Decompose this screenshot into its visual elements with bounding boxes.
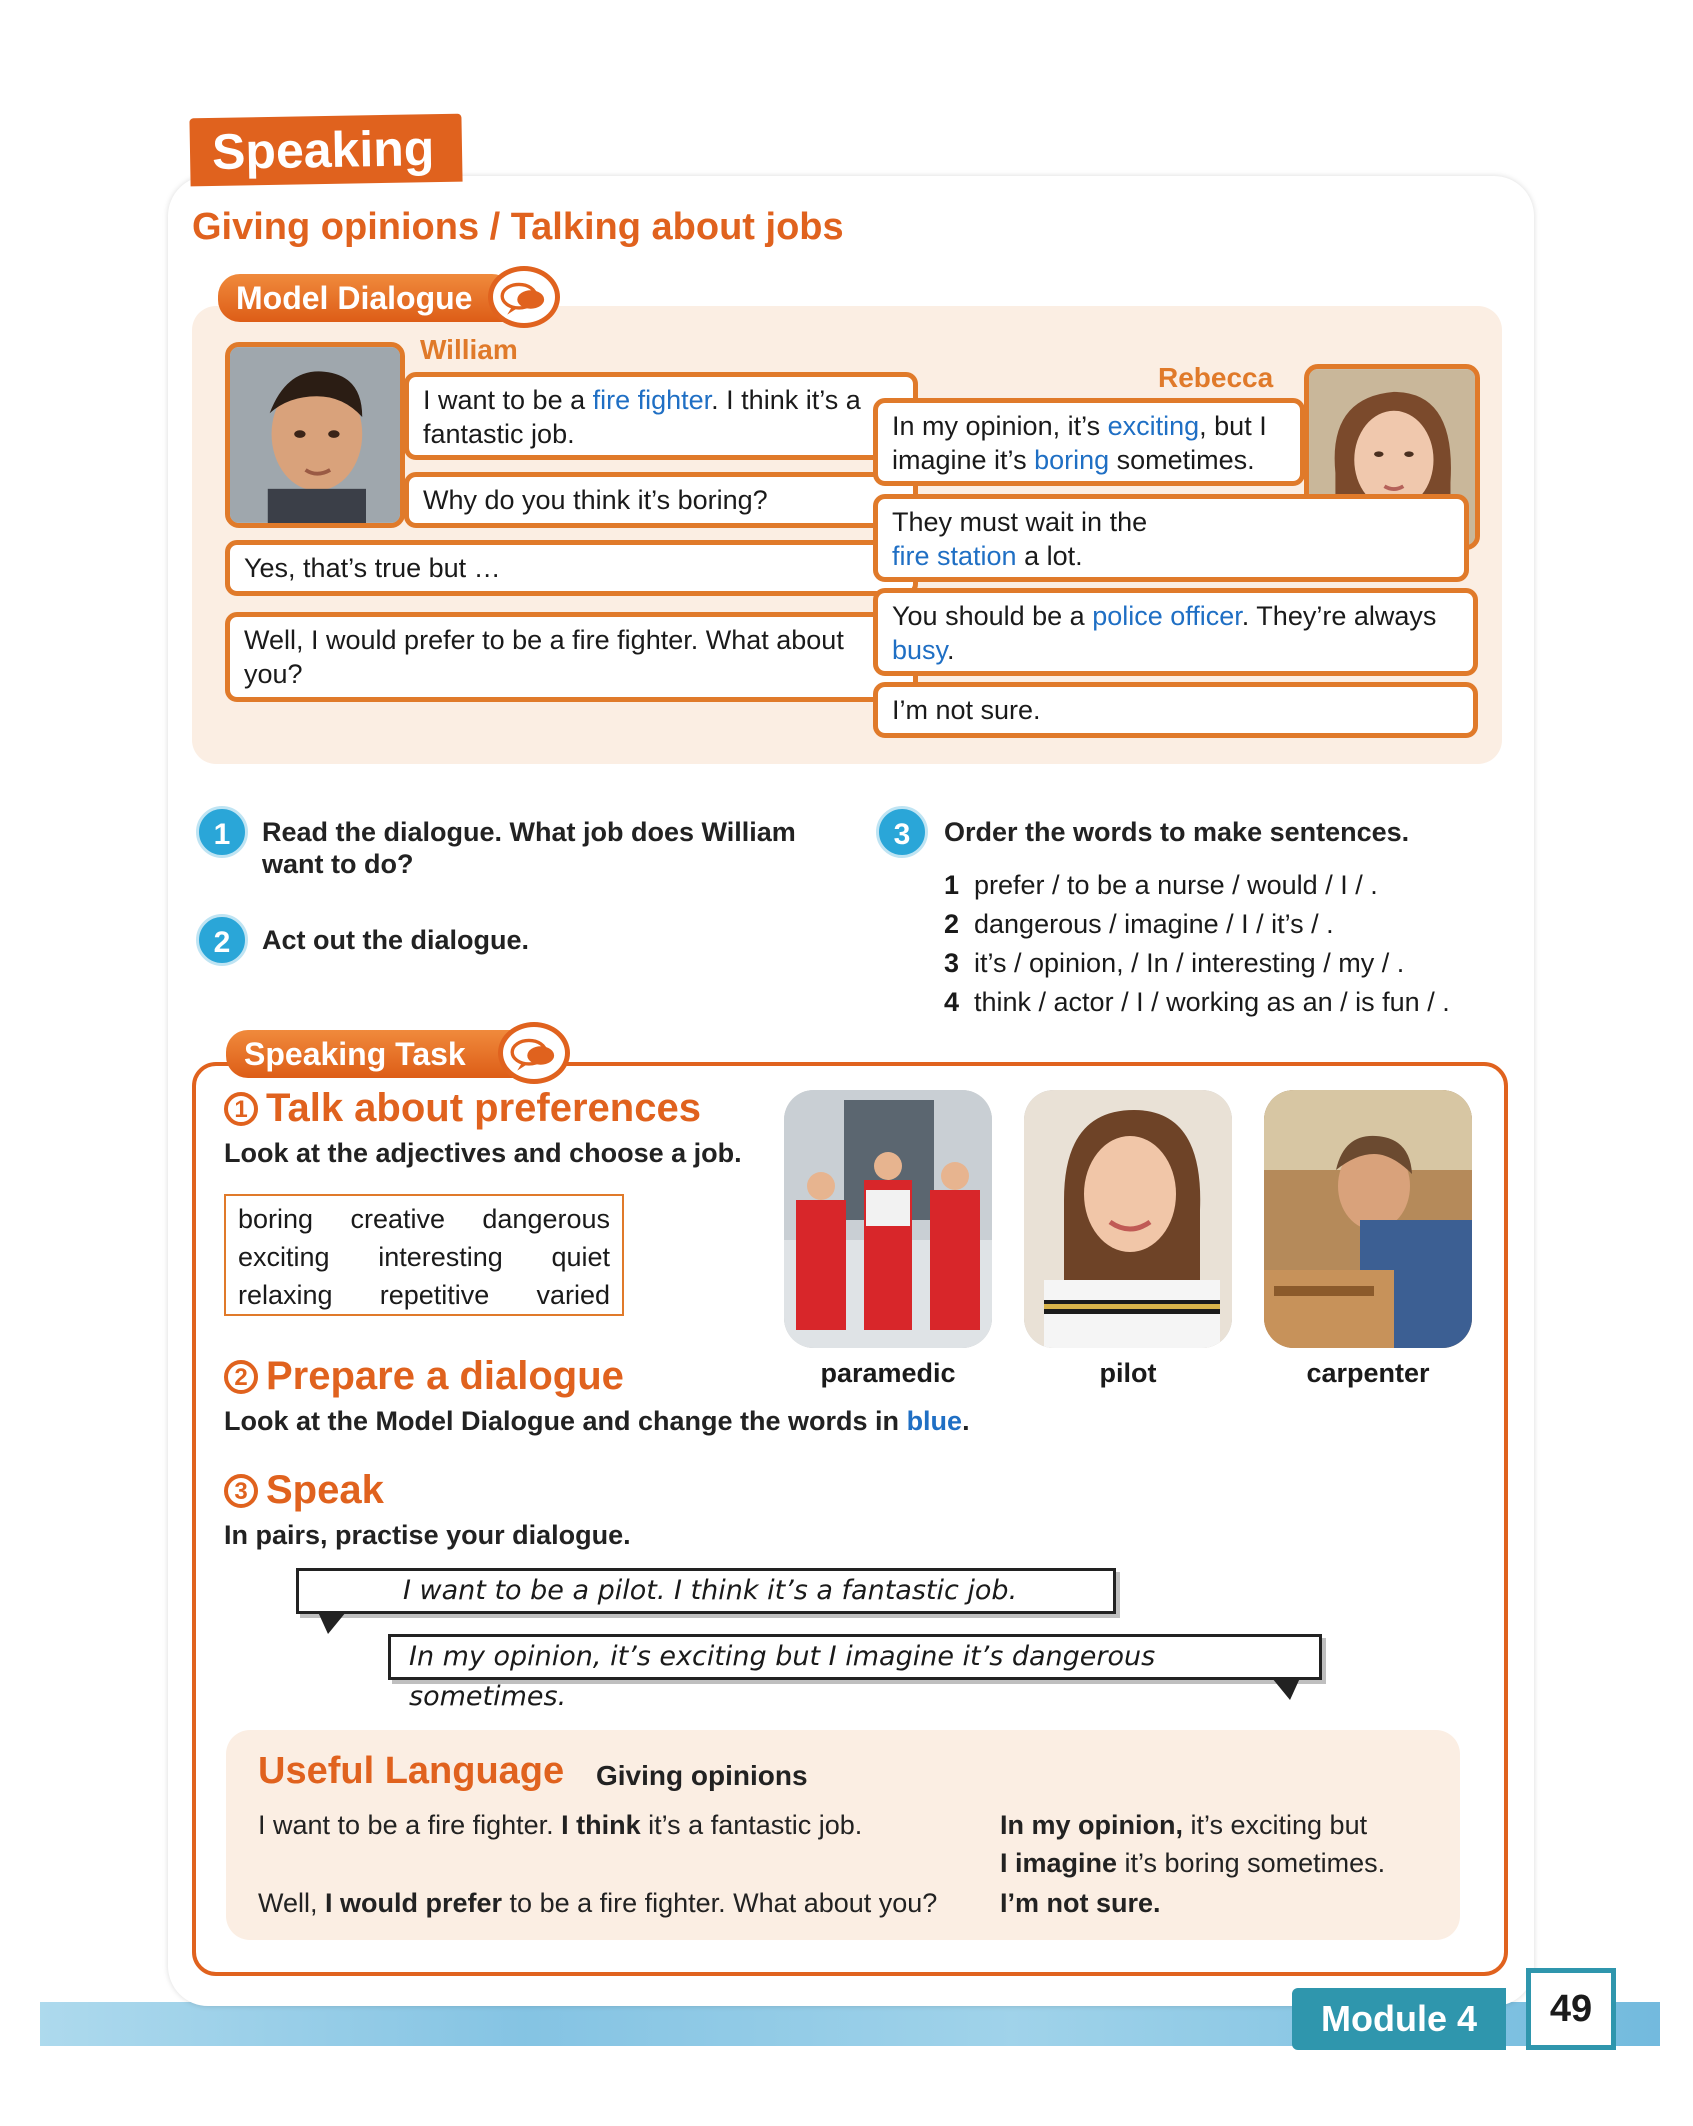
step-3-description: In pairs, practise your dialogue. — [224, 1520, 631, 1550]
module-label: Module 4 — [1292, 1988, 1506, 2050]
useful-language-subtitle: Giving opinions — [596, 1760, 808, 1791]
page-subtitle: Giving opinions / Talking about jobs — [192, 206, 844, 248]
useful-phrase: Well, I would prefer to be a fire fighter. What about you? — [258, 1888, 938, 1918]
adjective-row: boring creative dangerous — [238, 1204, 610, 1234]
list-item: 3 it’s / opinion, / In / interesting / my / . — [944, 948, 1405, 978]
job-caption-paramedic: paramedic — [820, 1358, 956, 1388]
blue-keyword: blue — [906, 1406, 963, 1436]
useful-language-title: Useful Language — [258, 1750, 565, 1792]
rebecca-line-4: I’m not sure. — [873, 682, 1478, 738]
speech-bubble-2: In my opinion, it’s exciting but I imagine it’s dangerous sometimes. — [388, 1634, 1322, 1680]
rebecca-line-2: They must wait in the fire station a lot. — [873, 494, 1469, 582]
rebecca-line-1: In my opinion, it’s exciting, but I imagine it’s boring sometimes. — [873, 398, 1305, 486]
step-3-title: 3 Speak — [224, 1468, 384, 1513]
speech-bubble-tail — [318, 1612, 346, 1634]
william-name: William — [420, 334, 518, 365]
william-line-3: Yes, that’s true but … — [225, 540, 918, 596]
model-dialogue-label: Model Dialogue — [218, 274, 514, 322]
step-number-icon: 2 — [224, 1360, 258, 1394]
blue-keyword: fire fighter — [592, 385, 712, 415]
step-2-description: Look at the Model Dialogue and change the words in blue. — [224, 1406, 970, 1436]
useful-phrase: I want to be a fire fighter. I think it’s a fantastic job. — [258, 1810, 863, 1840]
carpenter-photo — [1264, 1090, 1472, 1348]
page-number: 49 — [1526, 1968, 1616, 2050]
useful-phrase: I imagine it’s boring sometimes. — [1000, 1848, 1386, 1878]
section-tab: Speaking — [189, 114, 462, 187]
step-number-icon: 1 — [224, 1092, 258, 1126]
step-number-icon: 3 — [224, 1474, 258, 1508]
speech-bubble-1: I want to be a pilot. I think it’s a fantastic job. — [296, 1568, 1116, 1614]
speaking-task-label: Speaking Task — [226, 1030, 538, 1078]
step-1-title: 1 Talk about preferences — [224, 1086, 701, 1131]
exercise-number-badge: 3 — [876, 806, 928, 858]
exercise-2-text: Act out the dialogue. — [262, 925, 529, 955]
list-item: 1 prefer / to be a nurse / would / I / . — [944, 870, 1378, 900]
job-caption-carpenter: carpenter — [1306, 1358, 1430, 1388]
blue-keyword: exciting — [1107, 411, 1200, 441]
adjective-row: exciting interesting quiet — [238, 1242, 610, 1272]
step-2-title: 2 Prepare a dialogue — [224, 1354, 624, 1399]
pilot-photo — [1024, 1090, 1232, 1348]
exercise-number-badge: 2 — [196, 914, 248, 966]
william-line-2: Why do you think it’s boring? — [404, 472, 918, 528]
job-caption-pilot: pilot — [1099, 1358, 1157, 1388]
rebecca-name: Rebecca — [1158, 362, 1274, 393]
step-1-description: Look at the adjectives and choose a job. — [224, 1138, 742, 1168]
speech-bubbles-icon — [488, 266, 560, 328]
william-line-4: Well, I would prefer to be a fire fighter. What about you? — [225, 612, 918, 702]
exercise-1-text: Read the dialogue. What job does William want to do? — [262, 817, 796, 879]
useful-phrase: In my opinion, it’s exciting but — [1000, 1810, 1368, 1840]
useful-phrase: I’m not sure. — [1000, 1888, 1161, 1918]
blue-keyword: fire station — [892, 541, 1017, 571]
list-item: 2 dangerous / imagine / I / it’s / . — [944, 909, 1334, 939]
speech-bubbles-icon — [498, 1022, 570, 1084]
rebecca-line-3: You should be a police officer. They’re always busy. — [873, 588, 1478, 676]
blue-keyword: busy — [892, 635, 948, 665]
adjective-row: relaxing repetitive varied — [238, 1280, 610, 1310]
exercise-3-text: Order the words to make sentences. — [944, 817, 1410, 847]
adjectives-box — [224, 1194, 624, 1316]
exercise-number-badge: 1 — [196, 806, 248, 858]
list-item: 4 think / actor / I / working as an / is fun / . — [944, 987, 1450, 1017]
william-line-1: I want to be a fire fighter. I think it’s a fantastic job. — [404, 372, 918, 460]
blue-keyword: boring — [1034, 445, 1110, 475]
speech-bubble-tail — [1272, 1678, 1300, 1700]
blue-keyword: police officer — [1092, 601, 1242, 631]
paramedic-photo — [784, 1090, 992, 1348]
william-photo — [225, 342, 405, 528]
order-words-list — [944, 866, 1450, 1022]
